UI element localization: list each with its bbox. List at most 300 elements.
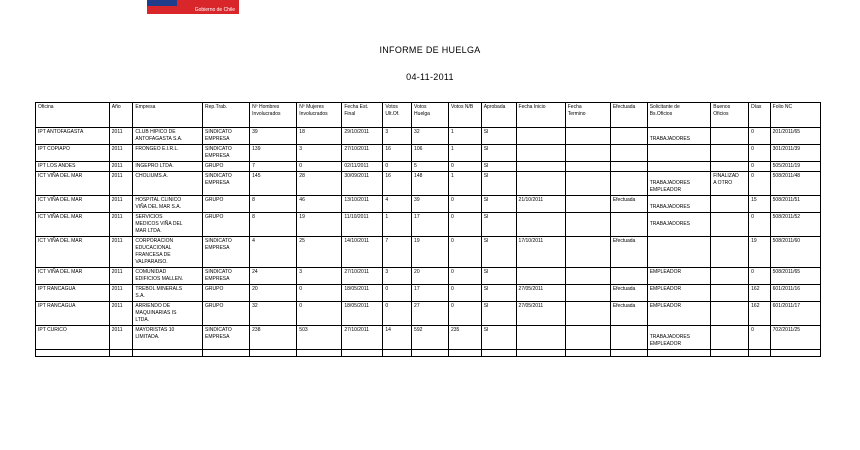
cell-anio: 2011 (109, 268, 133, 285)
cell-fecha-termino (565, 162, 610, 172)
cell-mujeres: 46 (297, 196, 342, 213)
cell-efectuada (610, 350, 647, 357)
cell-anio: 2011 (109, 128, 133, 145)
column-header-text: Buenos (713, 104, 731, 110)
cell-efectuada (610, 326, 647, 350)
cell-fecha-final: 29/10/2011 (342, 128, 383, 145)
cell-votos-ult: 16 (383, 145, 412, 162)
cell-fecha-inicio: 21/10/2011 (516, 196, 565, 213)
cell-votos-nb: 235 (448, 326, 481, 350)
cell-votos-nb: 0 (448, 237, 481, 268)
cell-aprobada: SI (481, 326, 516, 350)
government-logo (147, 0, 239, 14)
cell-text (650, 129, 709, 136)
cell-folio: 508/2011/52 (770, 213, 820, 237)
cell-folio: 601/2011/17 (770, 302, 820, 326)
cell-dias: 162 (749, 285, 771, 302)
cell-votos-nb: 0 (448, 196, 481, 213)
cell-votos-huelga: 17 (412, 213, 449, 237)
column-header (448, 103, 481, 128)
cell-buenos (711, 268, 749, 285)
cell-text: GRUPO (205, 197, 224, 203)
column-header-text: Nº Mujeres (299, 104, 324, 110)
cell-votos-huelga: 39 (412, 196, 449, 213)
column-header-text: Termino (567, 111, 586, 117)
cell-oficina: IPT RANCAGUA (36, 302, 110, 326)
column-header (749, 103, 771, 128)
cell-text: FRANCESA DE (135, 252, 171, 258)
cell-votos-huelga: 592 (412, 326, 449, 350)
cell-empresa (133, 162, 203, 172)
cell-hombres: 4 (250, 237, 297, 268)
cell-hombres: 139 (250, 145, 297, 162)
cell-rep (203, 196, 250, 213)
cell-text (650, 327, 709, 334)
cell-mujeres: 18 (297, 128, 342, 145)
cell-anio: 2011 (109, 326, 133, 350)
cell-text: MAQUINARIAS IS (135, 310, 177, 316)
cell-folio: 702/2011/25 (770, 326, 820, 350)
cell-mujeres: 19 (297, 213, 342, 237)
cell-text: GRUPO (205, 214, 224, 220)
cell-fecha-inicio: 17/10/2011 (516, 237, 565, 268)
cell-fecha-inicio (516, 350, 565, 357)
cell-buenos (711, 350, 749, 357)
column-header-text: Huelga (414, 111, 430, 117)
column-header-text: Bs.Oficios (649, 111, 673, 117)
column-header (109, 103, 133, 128)
cell-text: SINDICATO (205, 327, 232, 333)
cell-votos-ult: 0 (383, 285, 412, 302)
cell-hombres: 32 (250, 302, 297, 326)
cell-anio: 2011 (109, 172, 133, 196)
cell-buenos (711, 285, 749, 302)
cell-votos-nb (448, 350, 481, 357)
cell-votos-nb: 0 (448, 268, 481, 285)
cell-text: SINDICATO (205, 238, 232, 244)
column-header-text: Involucrados (252, 111, 281, 117)
cell-empresa (133, 302, 203, 326)
cell-solicitante (647, 172, 711, 196)
cell-text: EDUCACIONAL (135, 245, 172, 251)
cell-solicitante (647, 213, 711, 237)
cell-empresa (133, 268, 203, 285)
cell-text: ARRIENDO DE (135, 303, 171, 309)
cell-aprobada (481, 350, 516, 357)
cell-efectuada: Efectuada (610, 285, 647, 302)
cell-aprobada: SI (481, 285, 516, 302)
cell-text: SINDICATO (205, 129, 232, 135)
cell-mujeres: 3 (297, 268, 342, 285)
cell-efectuada: Efectuada (610, 196, 647, 213)
cell-text: EMPLEADOR (649, 341, 682, 347)
cell-votos-huelga: 32 (412, 128, 449, 145)
cell-aprobada: SI (481, 145, 516, 162)
cell-empresa (133, 145, 203, 162)
column-header-text: Oficina (38, 104, 54, 110)
cell-text: EMPLEADOR (649, 187, 682, 193)
column-header (297, 103, 342, 128)
cell-fecha-final: 18/05/2011 (342, 302, 383, 326)
cell-empresa (133, 285, 203, 302)
cell-solicitante (647, 145, 711, 162)
cell-text (650, 197, 709, 204)
cell-text: TRABAJADORES (649, 334, 690, 340)
cell-hombres: 7 (250, 162, 297, 172)
cell-votos-nb: 1 (448, 172, 481, 196)
cell-votos-huelga: 19 (412, 237, 449, 268)
cell-folio: 508/2011/65 (770, 268, 820, 285)
cell-text: HOSPITAL CLINICO (135, 197, 182, 203)
cell-votos-huelga (412, 350, 449, 357)
cell-fecha-inicio (516, 213, 565, 237)
cell-votos-nb: 0 (448, 162, 481, 172)
column-header (770, 103, 820, 128)
report-date: 04-11-2011 (406, 72, 454, 82)
cell-buenos (711, 326, 749, 350)
cell-text: SINDICATO (205, 269, 232, 275)
cell-text: EMPRESA (205, 153, 230, 159)
column-header (647, 103, 711, 128)
cell-dias: 15 (749, 196, 771, 213)
cell-empresa (133, 237, 203, 268)
cell-text: GRUPO (205, 286, 224, 292)
cell-efectuada (610, 162, 647, 172)
cell-votos-nb: 0 (448, 302, 481, 326)
cell-efectuada (610, 213, 647, 237)
column-header-text: Aprobada (483, 104, 506, 110)
cell-solicitante (647, 162, 711, 172)
column-header-text: Fecha Inicio (518, 104, 546, 110)
cell-mujeres: 503 (297, 326, 342, 350)
cell-dias: 0 (749, 128, 771, 145)
cell-text: VALPARAISO. (135, 259, 168, 265)
cell-fecha-termino (565, 196, 610, 213)
cell-rep (203, 145, 250, 162)
cell-fecha-final: 11/10/2011 (342, 213, 383, 237)
cell-efectuada: Efectuada (610, 237, 647, 268)
cell-anio: 2011 (109, 237, 133, 268)
cell-solicitante (647, 237, 711, 268)
cell-votos-ult: 7 (383, 237, 412, 268)
cell-oficina: ICT VIÑA DEL MAR (36, 196, 110, 213)
table-row (36, 128, 821, 145)
cell-fecha-final: 27/10/2011 (342, 326, 383, 350)
cell-efectuada (610, 145, 647, 162)
cell-hombres (250, 350, 297, 357)
cell-text: MAYORISTAS 10 (135, 327, 175, 333)
cell-votos-ult: 4 (383, 196, 412, 213)
cell-votos-huelga: 106 (412, 145, 449, 162)
cell-oficina: ICT VIÑA DEL MAR (36, 172, 110, 196)
cell-fecha-termino (565, 302, 610, 326)
cell-hombres: 145 (250, 172, 297, 196)
table-row (36, 145, 821, 162)
column-header (711, 103, 749, 128)
cell-anio: 2011 (109, 285, 133, 302)
cell-text: MEDICOS VIÑA DEL (135, 221, 183, 227)
cell-text: LTDA. (135, 317, 150, 323)
cell-votos-huelga: 27 (412, 302, 449, 326)
cell-efectuada (610, 128, 647, 145)
cell-fecha-final: 13/10/2011 (342, 196, 383, 213)
cell-text (650, 173, 709, 180)
table-header-row (36, 103, 821, 128)
cell-empresa (133, 128, 203, 145)
cell-buenos (711, 172, 749, 196)
cell-votos-huelga: 17 (412, 285, 449, 302)
cell-text: EMPRESA (205, 136, 230, 142)
cell-solicitante (647, 268, 711, 285)
cell-dias: 0 (749, 213, 771, 237)
column-header (203, 103, 250, 128)
cell-fecha-final: 14/10/2011 (342, 237, 383, 268)
table-row (36, 196, 821, 213)
cell-fecha-termino (565, 285, 610, 302)
table-row (36, 237, 821, 268)
cell-dias: 0 (749, 145, 771, 162)
cell-fecha-final: 02/11/2011 (342, 162, 383, 172)
cell-empresa (133, 350, 203, 357)
cell-dias: 0 (749, 268, 771, 285)
report-title: INFORME DE HUELGA (379, 45, 481, 55)
column-header (565, 103, 610, 128)
cell-text: A OTRO (713, 180, 733, 186)
cell-oficina: IPT ANTOFAGASTA (36, 128, 110, 145)
column-header-text: Días (751, 104, 762, 110)
cell-buenos (711, 145, 749, 162)
column-header (412, 103, 449, 128)
table-row (36, 162, 821, 172)
cell-votos-nb: 0 (448, 285, 481, 302)
cell-text: GRUPO (205, 303, 224, 309)
cell-votos-huelga: 5 (412, 162, 449, 172)
cell-text: LIMITADA. (135, 334, 160, 340)
cell-votos-nb: 1 (448, 128, 481, 145)
cell-mujeres: 28 (297, 172, 342, 196)
cell-fecha-inicio (516, 145, 565, 162)
cell-mujeres: 0 (297, 162, 342, 172)
cell-empresa (133, 213, 203, 237)
cell-anio: 2011 (109, 162, 133, 172)
column-header-text: Fecha (567, 104, 582, 110)
cell-text: COMUNIDAD (135, 269, 167, 275)
cell-hombres: 238 (250, 326, 297, 350)
cell-mujeres: 3 (297, 145, 342, 162)
cell-oficina: IPT LOS ANDES (36, 162, 110, 172)
cell-aprobada: SI (481, 268, 516, 285)
cell-empresa (133, 326, 203, 350)
cell-text: MAR LTDA. (135, 228, 162, 234)
cell-rep (203, 237, 250, 268)
cell-solicitante (647, 128, 711, 145)
cell-fecha-inicio (516, 128, 565, 145)
cell-aprobada: SI (481, 196, 516, 213)
cell-mujeres (297, 350, 342, 357)
table-row (36, 285, 821, 302)
cell-votos-ult: 0 (383, 162, 412, 172)
cell-votos-ult: 3 (383, 268, 412, 285)
cell-fecha-termino (565, 268, 610, 285)
cell-aprobada: SI (481, 128, 516, 145)
cell-rep (203, 213, 250, 237)
cell-oficina: IPT RANCAGUA (36, 285, 110, 302)
cell-solicitante (647, 302, 711, 326)
cell-text: EMPRESA (205, 180, 230, 186)
cell-buenos (711, 237, 749, 268)
cell-rep (203, 350, 250, 357)
cell-fecha-inicio (516, 326, 565, 350)
cell-dias: 0 (749, 172, 771, 196)
cell-votos-nb: 1 (448, 145, 481, 162)
cell-folio: 601/2011/16 (770, 285, 820, 302)
cell-empresa (133, 196, 203, 213)
column-header-text: Fecha Est. (344, 104, 369, 110)
cell-solicitante (647, 196, 711, 213)
table-row (36, 350, 821, 357)
cell-hombres: 8 (250, 213, 297, 237)
column-header-text: Rep.Trab. (205, 104, 228, 110)
column-header-text: Año (111, 104, 121, 110)
table-row (36, 268, 821, 285)
cell-text: SINDICATO (205, 173, 232, 179)
column-header (481, 103, 516, 128)
cell-text: S.A. (135, 293, 145, 299)
column-header (36, 103, 110, 128)
cell-text: TRABAJADORES (649, 136, 690, 142)
column-header-text: Involucrados (299, 111, 328, 117)
cell-folio: 508/2011/51 (770, 196, 820, 213)
cell-anio: 2011 (109, 213, 133, 237)
cell-votos-ult: 16 (383, 172, 412, 196)
cell-fecha-termino (565, 172, 610, 196)
column-header-text: Ult.Of. (385, 111, 400, 117)
cell-text: CHOLIUMS.A. (135, 173, 168, 179)
cell-rep (203, 285, 250, 302)
cell-votos-ult (383, 350, 412, 357)
cell-text: FRONGEO E.I.R.L. (135, 146, 179, 152)
cell-text: SERVICIOS (135, 214, 163, 220)
cell-votos-ult: 14 (383, 326, 412, 350)
column-header-text: Empresa (135, 104, 156, 110)
cell-text: CORPORACION (135, 238, 174, 244)
cell-buenos (711, 302, 749, 326)
cell-dias: 162 (749, 302, 771, 326)
cell-anio: 2011 (109, 145, 133, 162)
cell-text: EMPRESA (205, 334, 230, 340)
cell-rep (203, 128, 250, 145)
logo-text: Gobierno de Chile (147, 6, 239, 14)
cell-hombres: 8 (250, 196, 297, 213)
cell-fecha-final (342, 350, 383, 357)
cell-text: GRUPO (205, 163, 224, 169)
cell-votos-huelga: 20 (412, 268, 449, 285)
cell-text: TRABAJADORES (649, 221, 690, 227)
column-header (133, 103, 203, 128)
cell-aprobada: SI (481, 162, 516, 172)
cell-fecha-termino (565, 128, 610, 145)
cell-aprobada: SI (481, 237, 516, 268)
cell-text: EMPRESA (205, 276, 230, 282)
cell-fecha-termino (565, 237, 610, 268)
cell-fecha-inicio (516, 172, 565, 196)
cell-dias: 0 (749, 162, 771, 172)
cell-folio: 508/2011/48 (770, 172, 820, 196)
table-row (36, 326, 821, 350)
cell-rep (203, 162, 250, 172)
cell-fecha-inicio: 27/05/2011 (516, 302, 565, 326)
cell-fecha-final: 18/05/2011 (342, 285, 383, 302)
cell-folio (770, 350, 820, 357)
cell-fecha-inicio (516, 268, 565, 285)
cell-oficina: IPT CURICO (36, 326, 110, 350)
cell-dias (749, 350, 771, 357)
cell-votos-ult: 1 (383, 213, 412, 237)
cell-buenos (711, 162, 749, 172)
column-header-text: Votos (385, 104, 398, 110)
cell-oficina: ICT VIÑA DEL MAR (36, 237, 110, 268)
cell-rep (203, 302, 250, 326)
table-row (36, 172, 821, 196)
cell-fecha-termino (565, 326, 610, 350)
cell-text: VIÑA DEL MAR S.A. (135, 204, 182, 210)
cell-dias: 19 (749, 237, 771, 268)
cell-votos-nb: 0 (448, 213, 481, 237)
cell-oficina (36, 350, 110, 357)
cell-dias: 0 (749, 326, 771, 350)
column-header-text: Votos (414, 104, 427, 110)
cell-anio: 2011 (109, 302, 133, 326)
cell-fecha-inicio (516, 162, 565, 172)
cell-text: EMPLEADOR (649, 269, 682, 275)
cell-folio: 508/2011/60 (770, 237, 820, 268)
cell-aprobada: SI (481, 172, 516, 196)
strike-report-table (35, 102, 821, 357)
cell-text (650, 214, 709, 221)
cell-folio: 301/2011/39 (770, 145, 820, 162)
cell-hombres: 20 (250, 285, 297, 302)
cell-votos-ult: 3 (383, 128, 412, 145)
cell-aprobada: SI (481, 213, 516, 237)
cell-anio (109, 350, 133, 357)
cell-votos-huelga: 148 (412, 172, 449, 196)
column-header (383, 103, 412, 128)
cell-fecha-final: 27/10/2011 (342, 268, 383, 285)
cell-hombres: 39 (250, 128, 297, 145)
cell-text: INGEPRO LTDA. (135, 163, 174, 169)
cell-votos-ult: 0 (383, 302, 412, 326)
table-row (36, 213, 821, 237)
column-header (516, 103, 565, 128)
cell-efectuada (610, 172, 647, 196)
cell-solicitante (647, 285, 711, 302)
table-row (36, 302, 821, 326)
cell-buenos (711, 128, 749, 145)
cell-hombres: 24 (250, 268, 297, 285)
cell-solicitante (647, 350, 711, 357)
cell-rep (203, 172, 250, 196)
cell-empresa (133, 172, 203, 196)
column-header-text: Solicitante de (649, 104, 680, 110)
cell-oficina: IPT COPIAPO (36, 145, 110, 162)
cell-fecha-termino (565, 350, 610, 357)
cell-fecha-inicio: 27/05/2011 (516, 285, 565, 302)
cell-buenos (711, 213, 749, 237)
cell-text: EMPLEADOR (649, 286, 682, 292)
cell-oficina: ICT VIÑA DEL MAR (36, 268, 110, 285)
cell-mujeres: 0 (297, 285, 342, 302)
cell-text: ANTOFAGASTA S.A. (135, 136, 183, 142)
